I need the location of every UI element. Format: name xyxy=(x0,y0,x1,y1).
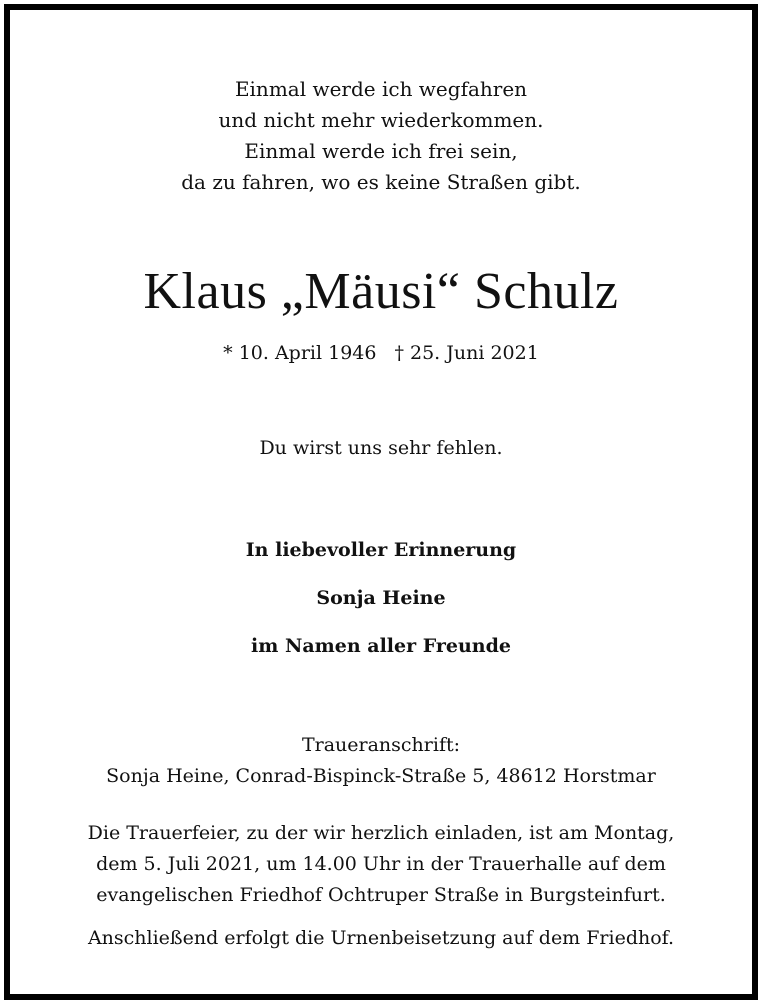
birth-date: * 10. April 1946 xyxy=(223,342,377,364)
poem-line-4: da zu fahren, wo es keine Straßen gibt. xyxy=(181,170,581,194)
poem-line-1: Einmal werde ich wegfahren xyxy=(234,77,528,101)
signature-name: Sonja Heine xyxy=(316,587,446,609)
ceremony-line-2: dem 5. Juli 2021, um 14.00 Uhr in der Trauerhalle auf dem xyxy=(96,853,666,875)
ceremony-line-1: Die Trauerfeier, zu der wir herzlich einladen, ist am Montag, xyxy=(87,822,675,844)
life-dates xyxy=(10,340,752,366)
poem-line-3: Einmal werde ich frei sein, xyxy=(244,139,518,163)
obituary-notice xyxy=(4,4,758,1000)
address-value: Sonja Heine, Conrad-Bispinck-Straße 5, 48612 Horstmar xyxy=(106,765,656,787)
signature-line-3: im Namen aller Freunde xyxy=(251,635,511,657)
closing-text: Anschließend erfolgt die Urnenbeisetzung auf dem Friedhof. xyxy=(87,927,675,949)
farewell-text: Du wirst uns sehr fehlen. xyxy=(259,437,503,459)
address-label: Traueranschrift: xyxy=(301,734,461,756)
poem-line-2: und nicht mehr wiederkommen. xyxy=(218,108,544,132)
signature-line-1: In liebevoller Erinnerung xyxy=(245,539,517,561)
death-date: † 25. Juni 2021 xyxy=(394,342,539,364)
ceremony-line-3: evangelischen Friedhof Ochtruper Straße in Burgsteinfurt. xyxy=(96,884,666,906)
deceased-name: Klaus „Mäusi“ Schulz xyxy=(143,263,619,320)
